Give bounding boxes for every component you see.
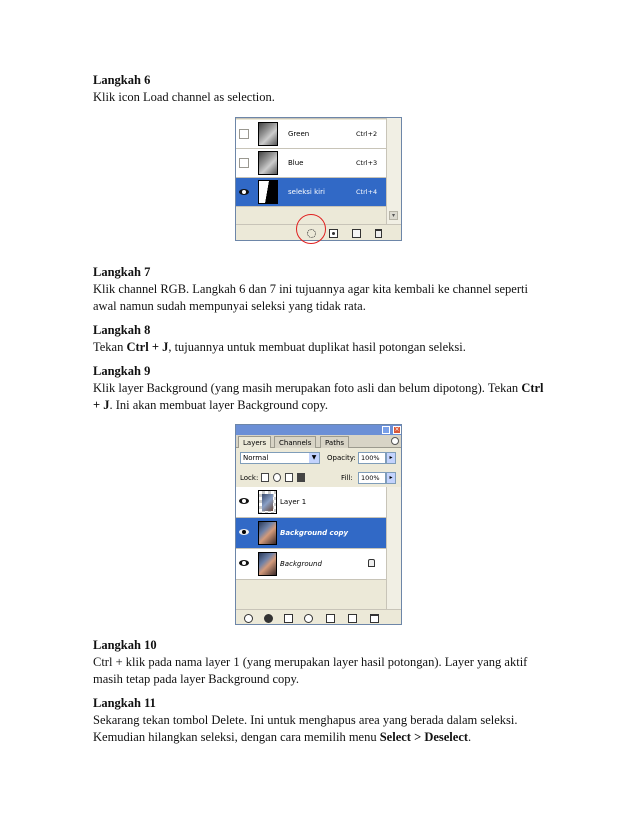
step-6-text: Klik icon Load channel as selection. (93, 90, 275, 104)
layer-name: Layer 1 (280, 498, 307, 506)
layer-row-background-copy[interactable] (236, 518, 388, 549)
tab-paths[interactable]: Paths (320, 436, 349, 448)
layer-style-icon[interactable] (264, 614, 273, 623)
channel-row-partial (236, 117, 386, 119)
panel-title-bar (236, 425, 402, 435)
chevron-down-icon[interactable]: ▼ (309, 453, 319, 463)
channels-scrollbar[interactable] (386, 118, 401, 224)
step-11-text-pre: Sekarang tekan tombol Delete. Ini untuk menghapus area yang berada dalam seleksi. Kemudian hilangkan seleksi, dengan cara memilih menu (93, 713, 518, 744)
channel-row-green[interactable] (236, 120, 386, 149)
new-layer-icon[interactable] (348, 614, 357, 623)
layer-name: Background (280, 560, 322, 568)
channel-name: seleksi kiri (288, 188, 325, 196)
fill-field[interactable]: 100% (358, 472, 386, 484)
layers-bottom-bar (236, 609, 402, 625)
layer-thumbnail (258, 552, 277, 576)
layers-scrollbar[interactable] (386, 487, 401, 609)
panel-menu-icon[interactable] (391, 437, 399, 445)
lock-transparency-icon[interactable] (261, 473, 269, 482)
step-9-heading: Langkah 9 (93, 364, 151, 378)
channel-row-blue[interactable] (236, 149, 386, 178)
step-11 (93, 695, 553, 746)
panel-tabs (236, 435, 402, 448)
step-9-text-pre: Klik layer Background (yang masih merupakan foto asli dan belum dipotong). Tekan (93, 381, 522, 395)
step-7 (93, 264, 553, 315)
channel-row-seleksi-kiri[interactable] (236, 178, 386, 207)
opacity-label: Opacity: (327, 454, 356, 462)
step-10 (93, 637, 553, 688)
step-9-shortcut: Ctrl + J (93, 381, 544, 412)
eye-icon[interactable] (239, 187, 249, 197)
eye-icon[interactable] (239, 558, 249, 568)
blend-mode-select[interactable] (240, 452, 320, 464)
layer-mask-icon[interactable] (284, 614, 293, 623)
step-9-text (93, 380, 553, 414)
channel-shortcut: Ctrl+2 (356, 130, 378, 138)
link-layers-icon[interactable] (244, 614, 253, 623)
fill-label: Fill: (341, 474, 353, 482)
fill-arrow-icon[interactable]: ▸ (386, 472, 396, 484)
step-10-text: Ctrl + klik pada nama layer 1 (yang merupakan layer hasil potongan). Layer yang aktif masih tetap pada layer Background copy. (93, 655, 528, 686)
lock-icon (368, 559, 375, 567)
lock-label: Lock: (240, 474, 259, 482)
eye-icon[interactable] (239, 496, 249, 506)
lock-all-icon[interactable] (297, 473, 305, 482)
layer-name: Background copy (280, 529, 349, 537)
layer-thumbnail (258, 521, 277, 545)
delete-layer-icon[interactable] (370, 614, 379, 623)
channel-thumbnail (258, 122, 278, 146)
channel-shortcut: Ctrl+4 (356, 188, 378, 196)
lock-pixels-icon[interactable] (273, 473, 281, 482)
step-8-text-pre: Tekan (93, 340, 127, 354)
new-channel-icon[interactable] (352, 229, 361, 238)
step-8-text-post: , tujuannya untuk membuat duplikat hasil potongan seleksi. (168, 340, 466, 354)
channel-shortcut: Ctrl+3 (356, 159, 378, 167)
new-group-icon[interactable] (326, 614, 335, 623)
step-11-menu-path: Select > Deselect (379, 730, 469, 744)
layer-thumbnail (258, 490, 277, 514)
layer-row-background[interactable] (236, 549, 388, 580)
step-6-heading: Langkah 6 (93, 73, 151, 87)
step-11-text-post: . (468, 730, 472, 744)
eye-icon[interactable] (239, 527, 249, 537)
step-7-heading: Langkah 7 (93, 265, 151, 279)
visibility-toggle-icon[interactable] (239, 129, 249, 139)
step-10-heading: Langkah 10 (93, 638, 157, 652)
channel-mask-thumbnail (258, 180, 278, 204)
channel-thumbnail (258, 151, 278, 175)
step-9 (93, 363, 553, 414)
delete-channel-icon[interactable] (375, 229, 382, 238)
layer-row-layer-1[interactable] (236, 487, 388, 518)
adjustment-layer-icon[interactable] (304, 614, 313, 623)
tab-layers[interactable]: Layers (238, 436, 271, 448)
highlight-circle (296, 214, 326, 244)
minimize-icon[interactable] (382, 426, 390, 434)
opacity-arrow-icon[interactable]: ▸ (386, 452, 396, 464)
step-11-heading: Langkah 11 (93, 696, 156, 710)
channel-name: Green (288, 130, 310, 138)
step-8 (93, 322, 553, 356)
layers-panel-screenshot (235, 424, 402, 625)
close-icon[interactable]: × (394, 426, 400, 433)
scroll-down-icon[interactable]: ▾ (389, 211, 398, 220)
opacity-field[interactable]: 100% (358, 452, 386, 464)
step-8-heading: Langkah 8 (93, 323, 151, 337)
step-6 (93, 72, 553, 106)
tab-channels[interactable]: Channels (274, 436, 316, 448)
channel-name: Blue (288, 159, 304, 167)
step-8-text (93, 339, 553, 356)
step-7-text: Klik channel RGB. Langkah 6 dan 7 ini tujuannya agar kita kembali ke channel seperti awal namun sudah mempunyai seleksi yang tidak rata. (93, 282, 528, 313)
blend-mode-value: Normal (243, 454, 269, 462)
save-selection-as-channel-icon[interactable] (329, 229, 338, 238)
visibility-toggle-icon[interactable] (239, 158, 249, 168)
step-9-text-post: . Ini akan membuat layer Background copy. (109, 398, 329, 412)
step-8-shortcut: Ctrl + J (126, 340, 169, 354)
lock-position-icon[interactable] (285, 473, 293, 482)
step-11-text (93, 712, 553, 746)
